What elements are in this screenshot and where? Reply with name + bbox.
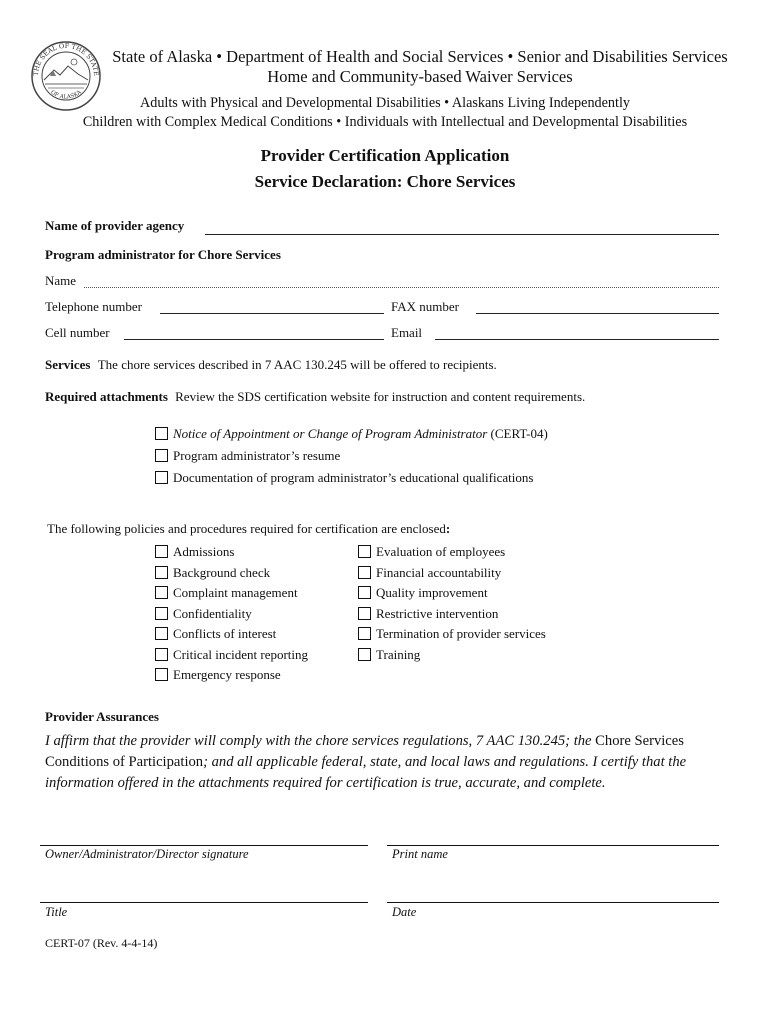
attachments-label: Required attachments — [45, 389, 168, 404]
date-line[interactable] — [387, 902, 719, 903]
policy-label: Emergency response — [173, 667, 281, 682]
policy-item — [358, 647, 420, 663]
assurances-part-3: ; and all applicable federal, state, and local laws and regulations. I certify that the information offered in the attachments required for certification is true, accurate, and complete. — [45, 754, 687, 791]
email-field[interactable] — [435, 339, 719, 340]
fax-field[interactable] — [476, 313, 719, 314]
owner-signature-line[interactable] — [40, 845, 368, 846]
telephone-label: Telephone number — [45, 299, 142, 314]
assurances-heading: Provider Assurances — [45, 709, 159, 724]
checkbox[interactable] — [155, 586, 168, 599]
policies-intro-text: The following policies and procedures required for certification are enclosed — [47, 521, 446, 536]
title-label: Title — [45, 905, 68, 919]
policies-intro-colon: : — [445, 521, 451, 536]
form-code: CERT-07 (Rev. 4-4-14) — [45, 936, 158, 950]
title-line[interactable] — [40, 902, 368, 903]
policy-item — [155, 585, 298, 601]
policy-item — [155, 626, 276, 642]
owner-signature-label: Owner/Administrator/Director signature — [45, 847, 249, 861]
attachment-resume-label: Program administrator’s resume — [173, 448, 341, 463]
policy-label: Training — [376, 646, 421, 662]
checkbox[interactable] — [155, 627, 168, 640]
policy-label: Evaluation of employees — [376, 544, 506, 559]
checkbox[interactable] — [358, 566, 371, 579]
name-label: Name — [45, 273, 77, 288]
policy-item — [358, 544, 505, 560]
form-subtitle: Service Declaration: Chore Services — [254, 172, 516, 191]
policy-item — [358, 626, 546, 642]
policy-label: Conflicts of interest — [173, 626, 277, 641]
policy-label: Background check — [173, 564, 271, 580]
assurances-part-2: Chore Services Conditions of Participation — [45, 733, 684, 770]
services-text: The chore services described in 7 AAC 130.245 will be offered to recipients. — [97, 357, 497, 372]
policy-label: Complaint management — [173, 585, 298, 600]
telephone-field[interactable] — [160, 313, 384, 314]
header-line-2: Home and Community-based Waiver Services — [267, 67, 573, 86]
cell-label: Cell number — [45, 325, 110, 340]
checkbox[interactable] — [155, 427, 168, 440]
policy-item — [155, 667, 281, 683]
fax-label: FAX number — [391, 299, 460, 314]
header-line-4: Children with Complex Medical Conditions • Individuals with Intellectual and Developmental Disabilities — [82, 114, 688, 130]
admin-heading: Program administrator for Chore Services — [45, 247, 281, 262]
attachment-item-notice — [155, 426, 548, 442]
checkbox[interactable] — [358, 648, 371, 661]
header-line-3: Adults with Physical and Developmental Disabilities • Alaskans Living Independently — [139, 95, 631, 111]
attachment-notice-title: Notice of Appointment or Change of Program Administrator — [173, 426, 488, 441]
policy-item — [155, 565, 270, 581]
email-label: Email — [391, 325, 423, 340]
seal-text-bottom: OF ALASKA — [49, 89, 83, 101]
policy-label: Admissions — [173, 544, 235, 559]
policy-item — [358, 565, 501, 581]
checkbox[interactable] — [155, 449, 168, 462]
attachment-item-resume — [155, 448, 340, 464]
checkbox[interactable] — [155, 545, 168, 558]
policy-label: Critical incident reporting — [173, 646, 309, 662]
checkbox[interactable] — [358, 545, 371, 558]
policy-label: Financial accountability — [376, 564, 502, 580]
checkbox[interactable] — [155, 607, 168, 620]
policies-intro — [47, 521, 450, 537]
name-field[interactable] — [84, 287, 719, 288]
seal-text-top: THE SEAL OF THE STATE — [31, 41, 101, 77]
policy-item — [155, 647, 308, 663]
assurances-text — [45, 731, 725, 794]
assurances-part-1: I affirm that the provider will comply with the chore services regulations, 7 AAC 130.245; the — [45, 733, 592, 749]
policy-item — [358, 585, 488, 601]
header-line-1: State of Alaska • Department of Health and Social Services • Senior and Disabilities Services — [112, 47, 728, 66]
attachment-education-label: Documentation of program administrator’s educational qualifications — [173, 470, 534, 485]
print-name-label: Print name — [392, 847, 448, 861]
attachment-item-education — [155, 470, 533, 486]
policy-item — [358, 606, 498, 622]
policy-item — [155, 544, 234, 560]
checkbox[interactable] — [155, 668, 168, 681]
checkbox[interactable] — [358, 586, 371, 599]
checkbox[interactable] — [155, 471, 168, 484]
checkbox[interactable] — [155, 648, 168, 661]
policy-label: Confidentiality — [173, 605, 252, 621]
cell-field[interactable] — [124, 339, 384, 340]
attachment-notice-code: (CERT-04) — [487, 426, 548, 441]
date-label: Date — [392, 905, 417, 919]
policy-item — [155, 606, 252, 622]
print-name-line[interactable] — [387, 845, 719, 846]
checkbox[interactable] — [155, 566, 168, 579]
checkbox[interactable] — [358, 627, 371, 640]
services-row — [45, 357, 497, 373]
agency-field[interactable] — [205, 234, 719, 235]
attachments-row — [45, 389, 585, 405]
agency-label: Name of provider agency — [45, 218, 185, 233]
form-title: Provider Certification Application — [260, 146, 510, 165]
policy-label: Quality improvement — [376, 585, 488, 600]
policy-label: Restrictive intervention — [376, 605, 499, 621]
checkbox[interactable] — [358, 607, 371, 620]
attachments-text: Review the SDS certification website for instruction and content requirements. — [175, 389, 586, 404]
policy-label: Termination of provider services — [376, 626, 546, 641]
services-label: Services — [45, 357, 91, 372]
